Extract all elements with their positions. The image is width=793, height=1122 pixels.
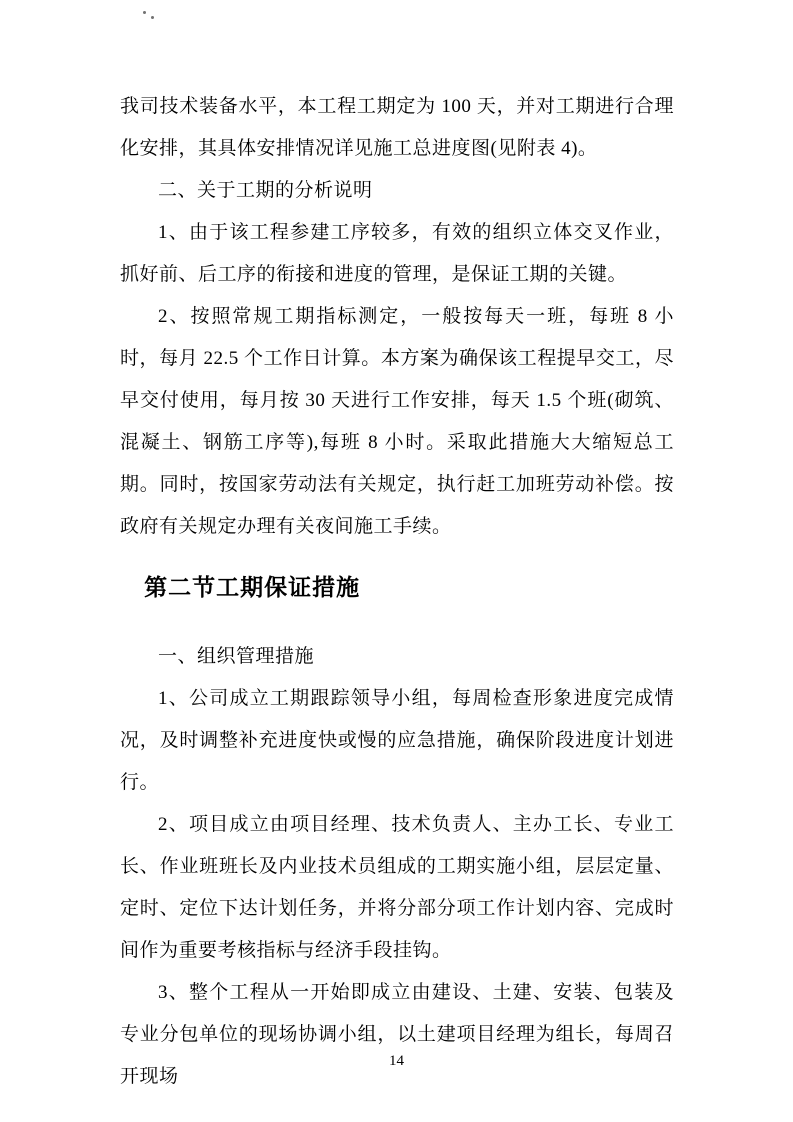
section-heading-schedule-guarantee: 第二节工期保证措施	[144, 575, 361, 600]
paragraph-continuation-schedule: 我司技术装备水平，本工程工期定为 100 天，并对工期进行合理化安排，其具体安排情况详见施工总进度图(见附表 4)。	[120, 96, 674, 159]
paragraph-management-item-2: 2、项目成立由项目经理、技术负责人、主办工长、专业工长、作业班班长及内业技术员组成的工期实施小组，层层定量、定时、定位下达计划任务，并将分部分项工作计划内容、完成时间作为重要考核指标与经济手段挂钩。	[120, 814, 674, 961]
subheading-organization-management: 一、组织管理措施	[158, 646, 315, 667]
page-content	[120, 86, 674, 1098]
paragraph-analysis-item-2: 2、按照常规工期指标测定，一般按每天一班，每班 8 小时，每月 22.5 个工作日计算。本方案为确保该工程提早交工，尽早交付使用，每月按 30 天进行工作安排，每天 1.5 个班(砌筑、混凝土、钢筋工序等),每班 8 小时。采取此措施大大缩短总工期。同时，按国家劳动法有关规定，执行赶工加班劳动补偿。按政府有关规定办理有关夜间施工手续。	[120, 306, 674, 537]
subheading-schedule-analysis: 二、关于工期的分析说明	[158, 180, 373, 201]
page-number: 14	[389, 1053, 404, 1069]
paragraph-management-item-1: 1、公司成立工期跟踪领导小组，每周检查形象进度完成情况，及时调整补充进度快或慢的应急措施，确保阶段进度计划进行。	[120, 688, 674, 793]
scan-speck-icon	[141, 10, 159, 22]
paragraph-management-item-3: 3、整个工程从一开始即成立由建设、土建、安装、包装及专业分包单位的现场协调小组，以土建项目经理为组长，每周召开现场	[120, 982, 674, 1087]
paragraph-analysis-item-1: 1、由于该工程参建工序较多，有效的组织立体交叉作业，抓好前、后工序的衔接和进度的管理，是保证工期的关键。	[120, 222, 674, 285]
